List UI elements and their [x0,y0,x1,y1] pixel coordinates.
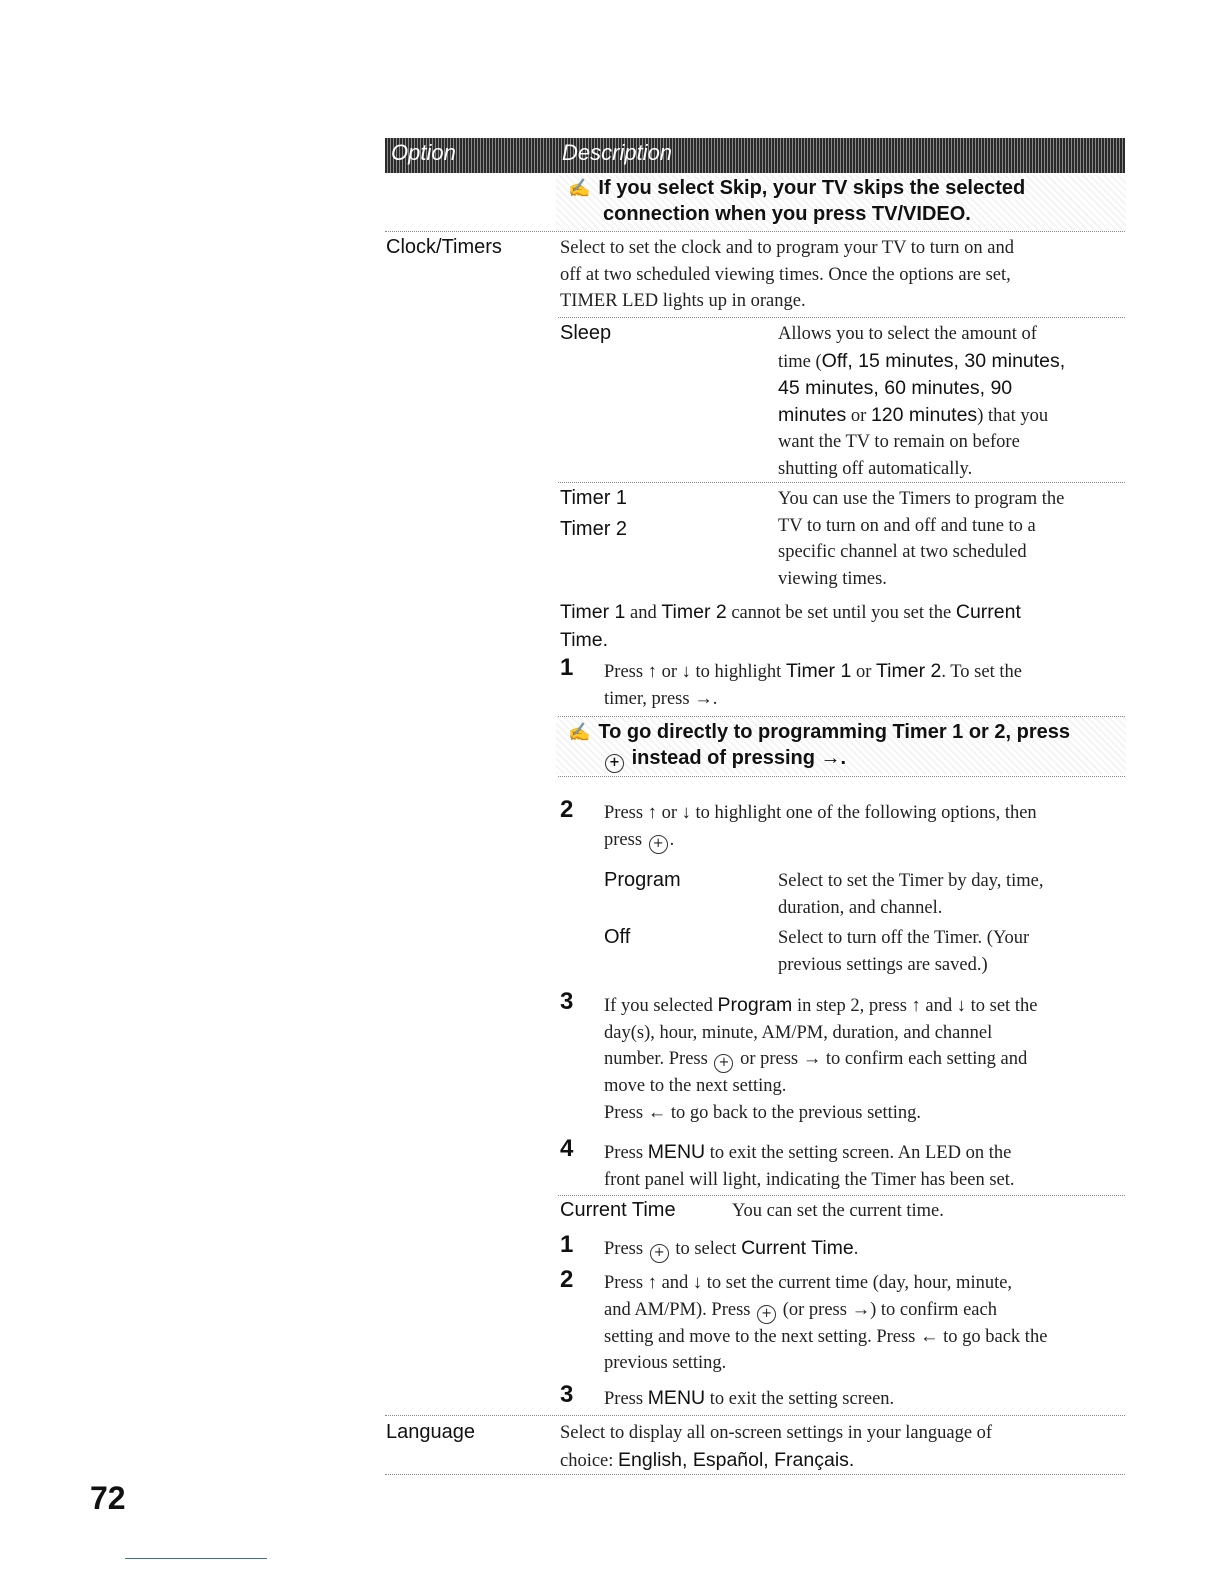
current-time-step-1: Press + to select Current Time. [604,1235,858,1263]
step-3-text: If you selected Program in step 2, press ↑ and ↓ to set the day(s), hour, minute, AM/PM, duration, and channel number. Press + or press → to confirm each setting and move to the next setting. Press ← to go back to the previous setting. [604,994,1038,1123]
program-description: Select to set the Timer by day, time, duration, and channel. [778,871,1044,918]
divider [385,1415,1125,1416]
up-arrow-icon: ↑ [911,996,921,1016]
up-arrow-icon: ↑ [647,1273,657,1293]
step-number: 1 [560,654,574,681]
language-description: Select to display all on-screen settings in your language of choice: English, Español, Français. [560,1423,993,1471]
footer-rule [125,1558,267,1559]
sub-option-current-time: Current Time [560,1199,676,1221]
sleep-description: Allows you to select the amount of time (Off, 15 minutes, 30 minutes, 45 minutes, 60 minutes, 90 minutes or 120 minutes) that you want the TV to remain on before shutting off automatically. [778,324,1066,479]
step-4-text: Press MENU to exit the setting screen. An LED on the front panel will light, indicating the Timer has been set. [604,1141,1015,1190]
off-description: Select to turn off the Timer. (Your previous settings are saved.) [778,928,1030,975]
step-number: 2 [560,796,574,823]
divider [558,716,1125,717]
right-arrow-icon: → [802,1049,822,1069]
right-arrow-icon: → [694,688,713,709]
option-clock-timers: Clock/Timers [386,236,502,258]
description-column-header: Description [562,140,673,165]
left-arrow-icon: ← [647,1102,667,1123]
divider [385,231,1125,232]
right-arrow-icon: → [820,747,841,769]
step-1-text: Press ↑ or ↓ to highlight Timer 1 or Timer 2. To set the timer, press →. [604,660,1022,709]
divider [558,1195,1125,1196]
step-number: 2 [560,1266,574,1293]
timers-description: You can use the Timers to program the TV to turn on and off and tune to a specific channel at two scheduled viewing times. [778,489,1065,589]
option-language: Language [386,1421,475,1443]
sub-option-timer-2: Timer 2 [560,518,628,540]
divider [558,776,1125,777]
pen-note-icon: ✍ [568,722,591,742]
down-arrow-icon: ↓ [692,1273,703,1293]
note-direct-programming: ✍ To go directly to programming Timer 1 or 2, press + instead of pressing →. [568,719,1070,773]
sub-option-sleep: Sleep [560,322,612,344]
divider [558,482,1125,483]
step-number: 4 [560,1135,574,1162]
timers-prerequisite: Timer 1 and Timer 2 cannot be set until you set the Current Time. [560,601,1021,651]
clock-description: Select to set the clock and to program your TV to turn on and off at two scheduled viewing times. Once the options are set, TIMER LED lights up in orange. [560,238,1015,311]
option-column-header: Option [391,140,456,165]
pen-note-icon: ✍ [568,178,591,198]
timer-option-program: Program [604,869,681,891]
up-arrow-icon: ↑ [647,803,657,823]
enter-button-icon: + [757,1305,776,1324]
step-number: 3 [560,1381,574,1408]
step-number: 3 [560,988,574,1015]
timer-option-off: Off [604,926,631,948]
enter-button-icon: + [714,1054,733,1073]
up-arrow-icon: ↑ [647,662,657,682]
enter-button-icon: + [605,754,624,773]
down-arrow-icon: ↓ [956,996,966,1016]
right-arrow-icon: → [851,1299,871,1320]
left-arrow-icon: ← [920,1326,939,1347]
page-number: 72 [90,1480,126,1516]
enter-button-icon: + [649,835,668,854]
sub-option-timer-1: Timer 1 [560,487,628,509]
down-arrow-icon: ↓ [681,662,691,682]
note-skip: ✍ If you select Skip, your TV skips the selected connection when you press TV/VIDEO. [568,177,1026,225]
step-number: 1 [560,1231,574,1258]
down-arrow-icon: ↓ [681,803,691,823]
enter-button-icon: + [650,1244,669,1263]
current-time-description: You can set the current time. [732,1201,944,1221]
divider [558,317,1125,318]
current-time-step-2: Press ↑ and ↓ to set the current time (day, hour, minute, and AM/PM). Press + (or press →) to confirm each setting and move to the next setting. Press ← to go back the previous setting. [604,1273,1048,1373]
table-header [385,138,1125,173]
step-2-text: Press ↑ or ↓ to highlight one of the following options, then press + . [604,800,1037,854]
current-time-step-3: Press MENU to exit the setting screen. [604,1387,895,1409]
divider [385,1474,1125,1475]
